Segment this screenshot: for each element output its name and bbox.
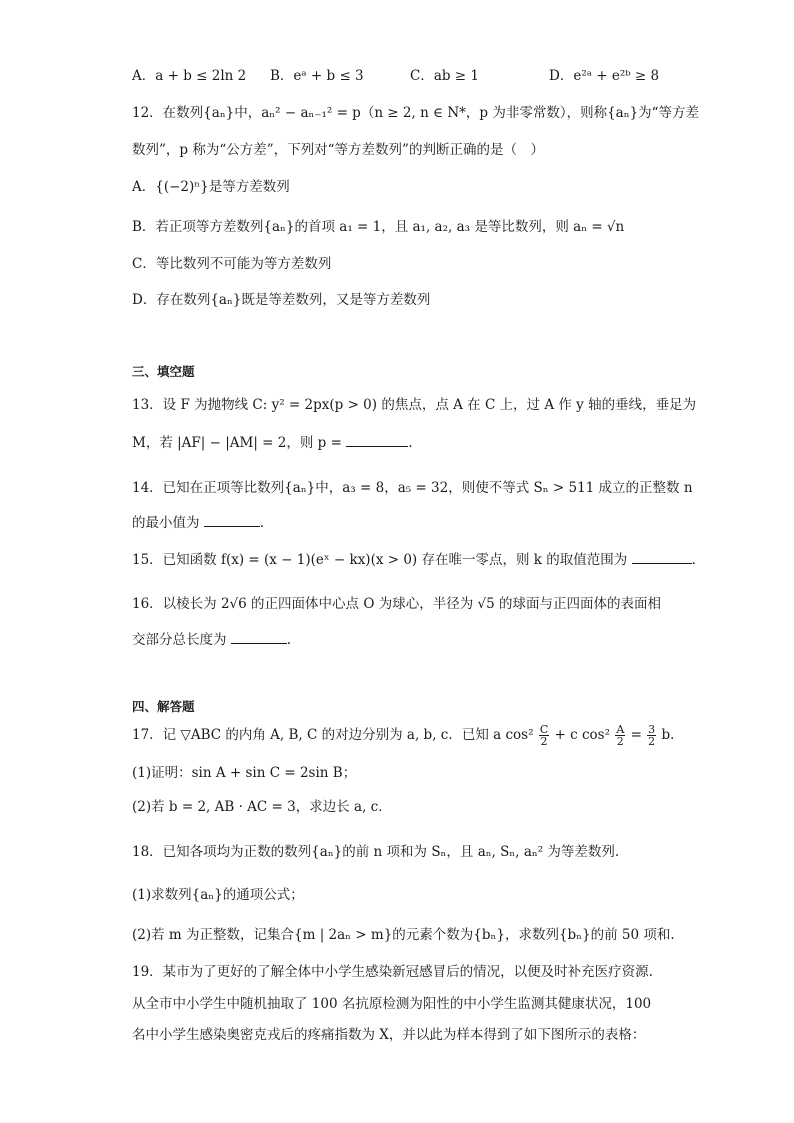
section-title-fill-in: 三、填空题	[132, 364, 195, 379]
q11-option-c: C．ab ≥ 1	[410, 68, 480, 84]
q12-option-b: B．若正项等方差数列{aₙ}的首项 a₁ = 1，且 a₁, a₂, a₃ 是等比数列，则 aₙ = √n	[132, 219, 625, 235]
frac-numerator: 3	[648, 723, 656, 736]
q17-suffix: b．	[661, 727, 684, 743]
q16-end: .	[286, 632, 292, 648]
q14-end: .	[259, 515, 265, 531]
q11-option-d: D．e²ᵃ + e²ᵇ ≥ 8	[549, 68, 660, 84]
q12-option-d: D．存在数列{aₙ}既是等差数列，又是等方差数列	[132, 292, 431, 308]
q19-line-3: 名中小学生感染奥密克戎后的疼痛指数为 X，并以此为样本得到了如下图所示的表格：	[132, 1027, 646, 1043]
q13-line-2	[132, 433, 413, 453]
frac-denominator: 2	[616, 735, 624, 748]
q11-option-b: B．eᵃ + b ≤ 3	[270, 68, 364, 84]
q18-part-2: (2)若 m 为正整数，记集合{m | 2aₙ > m}的元素个数为{bₙ}，求数列{bₙ}的前 50 项和.	[132, 927, 675, 943]
q17-equals: =	[630, 727, 642, 743]
q13-line-1: 13．设 F 为抛物线 C: y² = 2px(p > 0) 的焦点，点 A 在 C 上，过 A 作 y 轴的垂线，垂足为	[132, 397, 697, 413]
q15-text: 15．已知函数 f(x) = (x − 1)(eˣ − kx)(x > 0) 存在唯一零点，则 k 的取值范围为	[132, 552, 628, 568]
q14-text: 的最小值为	[132, 515, 200, 531]
frac-denominator: 2	[648, 735, 656, 748]
q17-part-2: (2)若 b = 2, AB · AC = 3，求边长 a, c．	[132, 799, 392, 815]
section-title-solutions: 四、解答题	[132, 699, 195, 714]
q16-line-2	[132, 630, 291, 650]
q13-answer-blank	[346, 446, 408, 447]
q18-part-1: (1)求数列{aₙ}的通项公式；	[132, 887, 304, 903]
q17-part-1: (1)证明：sin A + sin C = 2sin B；	[132, 765, 357, 781]
frac-denominator: 2	[540, 735, 548, 748]
frac-numerator: C	[539, 723, 549, 736]
q13-end: .	[408, 435, 413, 451]
q12-option-a: A．{(−2)ⁿ}是等方差数列	[132, 179, 290, 195]
q16-answer-blank	[231, 643, 287, 644]
q15-end: .	[691, 552, 696, 568]
q12-stem-line-1: 12．在数列{aₙ}中，aₙ² − aₙ₋₁² = p（n ≥ 2, n ∈ N*，p 为非零常数），则称{aₙ}为“等方差	[132, 105, 700, 121]
q17-fraction-c-over-2	[539, 724, 549, 747]
q19-line-2: 从全市中小学生中随机抽取了 100 名抗原检测为阳性的中小学生监测其健康状况，100	[132, 996, 652, 1012]
q12-option-c: C．等比数列不可能为等方差数列	[132, 256, 332, 272]
q12-stem-line-2: 数列”，p 称为“公方差”，下列对“等方差数列”的判断正确的是（ ）	[132, 142, 544, 158]
q19-line-1: 19．某市为了更好的了解全体中小学生感染新冠感冒后的情况，以便及时补充医疗资源.	[132, 964, 653, 980]
q15-line-1	[132, 550, 696, 570]
q16-line-1: 16．以棱长为 2√6 的正四面体中心点 O 为球心，半径为 √5 的球面与正四面体的表面相	[132, 596, 661, 612]
q17-fraction-3-over-2	[647, 724, 656, 747]
q14-answer-blank	[204, 526, 260, 527]
q11-option-a: A．a + b ≤ 2ln 2	[132, 68, 247, 84]
q17-mid: + c cos²	[554, 727, 611, 743]
q17-prefix: 17．记 ▽ABC 的内角 A, B, C 的对边分别为 a, b, c．已知 a cos²	[132, 727, 534, 743]
q17-line-1	[132, 724, 684, 747]
q14-line-2	[132, 513, 264, 533]
frac-numerator: A	[616, 723, 625, 736]
q17-fraction-a-over-2	[615, 724, 625, 747]
q18-line-1: 18．已知各项均为正数的数列{aₙ}的前 n 项和为 Sₙ，且 aₙ, Sₙ, aₙ² 为等差数列.	[132, 844, 620, 860]
q15-answer-blank	[632, 563, 692, 564]
q13-text: M，若 |AF| − |AM| = 2，则 p =	[132, 435, 342, 451]
q14-line-1: 14．已知在正项等比数列{aₙ}中，a₃ = 8，a₅ = 32，则使不等式 Sₙ > 511 成立的正整数 n	[132, 480, 693, 496]
q16-text: 交部分总长度为	[132, 632, 227, 648]
